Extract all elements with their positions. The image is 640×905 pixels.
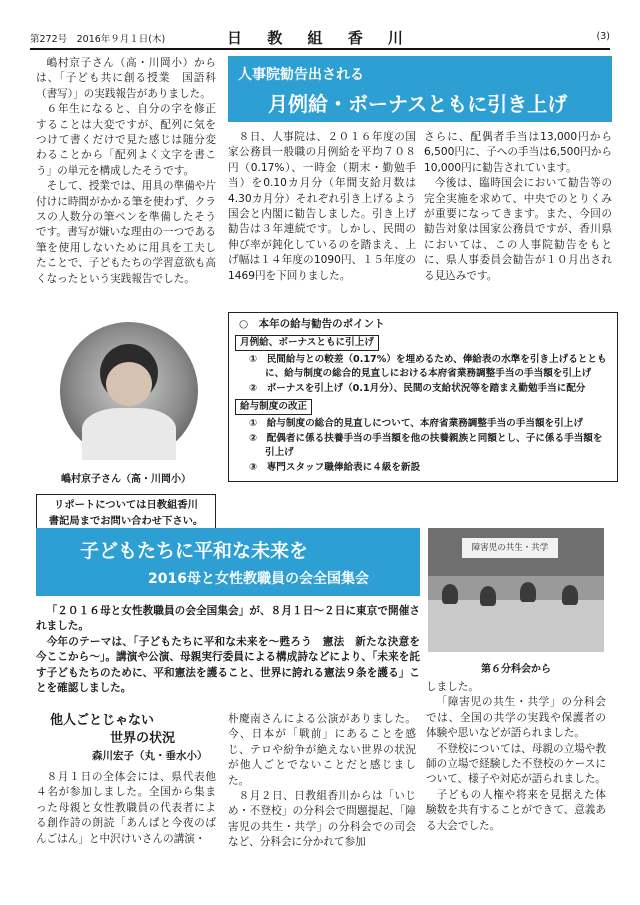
points-title: ○ 本年の給与勧告のポイント bbox=[239, 318, 385, 330]
peace-col-1 bbox=[36, 770, 216, 847]
portrait-caption: 嶋村京子さん（高・川岡小） bbox=[61, 474, 191, 485]
left-paragraph-1: 嶋村京子さん（高・川岡小）からは、「子ども共に創る授業 国語科（書写）」の実践報告がありました。 bbox=[36, 57, 216, 100]
peace-banner bbox=[36, 528, 420, 596]
left-paragraph-2: ６年生になると、自分の字を修正することは大変ですが、配列に気をつけて書くだけで見た感じは随分変わることから「配列よく文字を書こう」の単元を構成したそうです。 bbox=[36, 103, 216, 177]
photo-person-3 bbox=[520, 582, 536, 602]
peace-col-3-text-c: 不登校については、母親の立場や教師の立場で経験した不登校のケースについて、様子や対応が語られました。 bbox=[426, 742, 606, 786]
conference-photo-caption: 第６分科会から bbox=[481, 664, 551, 675]
salary-points-box bbox=[228, 312, 618, 482]
peace-col-2-text-a: 朴慶南さんによる公演がありました。今、日本が「戦前」にあることを感じ、テロや紛争が絶えない世界の状況が他人ごとでないことだと感じました。 bbox=[228, 713, 416, 787]
contact-note-line-1: リポートについては日教組香川 bbox=[54, 499, 198, 511]
newspaper-title: 日 教 組 香 川 bbox=[227, 29, 413, 47]
photo-sign: 障害児の共生・共学 bbox=[462, 538, 558, 558]
peace-col-1-text: ８月１日の全体会には、県代表他４名が参加しました。全国から集まった母親と女性教職員の代表者による創作詩の朗読「あんぱと今夜のばんごはん」と中沢けいさんの講演・ bbox=[36, 771, 216, 845]
photo-person-4 bbox=[562, 585, 578, 605]
peace-col-3-text-b: 「障害児の共生・共学」の分科会では、全国の共学の実践や保護者の体験や思いなどが語られました。 bbox=[426, 696, 606, 740]
hr-col-1-text: ８日、人事院は、２０１６年度の国家公務員一般職の月例給を平均７０８円（0.17%）、一時金（期末・勤勉手当）を0.10カ月分（年間支給月数は4.30カ月分）それぞれ引き上げるよう国会と内閣に勧告しました。引き上げ勧告は３年連続です。しかし、民間の伸び率が鈍化しているのを踏まえ、上げ幅は１４年度の1090円、１５年度の1469円を下回りました。 bbox=[228, 131, 416, 282]
points-tag-2: 給与制度の改正 bbox=[235, 399, 312, 415]
conference-photo bbox=[428, 528, 604, 652]
issue-info: 第272号 2016年９月１日(木) bbox=[30, 34, 166, 45]
points-tag-1: 月例給、ボーナスともに引上げ bbox=[235, 335, 379, 351]
peace-subhead-line-2: 世界の状況 bbox=[110, 731, 176, 746]
page-header bbox=[30, 26, 610, 50]
photo-person-2 bbox=[480, 586, 496, 606]
points-item-1-1: ① 民間給与との較差（0.17%）を埋めるため、俸給表の水準を引き上げるとともに、給与制度の総合的見直しにおける本府省業務調整手当の手当額を引上げ bbox=[249, 353, 607, 379]
hr-col-2-text-a: さらに、配偶者手当は13,000円から6,500円に、子への手当は6,500円から10,000円に勧告されています。 bbox=[424, 131, 612, 174]
hr-col-2 bbox=[424, 130, 612, 284]
portrait-body bbox=[82, 408, 176, 460]
peace-intro bbox=[36, 604, 420, 696]
points-item-2-2: ② 配偶者に係る扶養手当の手当額を他の扶養親族と同額とし、子に係る手当額を引上げ bbox=[249, 432, 603, 458]
peace-author: 森川宏子（丸・垂水小） bbox=[92, 750, 208, 762]
points-item-1-2: ② ボーナスを引上げ（0.1月分）、民間の支給状況等を踏まえ勤勉手当に配分 bbox=[249, 382, 586, 394]
peace-banner-line-2: 2016母と女性教職員の会全国集会 bbox=[148, 571, 369, 587]
hr-banner-line-2: 月例給・ボーナスともに引き上げ bbox=[268, 92, 568, 116]
photo-tables bbox=[428, 600, 604, 652]
hr-col-1 bbox=[228, 130, 416, 284]
portrait-photo bbox=[60, 322, 198, 460]
hr-banner bbox=[228, 56, 612, 122]
points-item-2-3: ③ 専門スタッフ職俸給表に４級を新設 bbox=[249, 461, 421, 473]
peace-col-2 bbox=[228, 712, 416, 851]
peace-intro-2: 今年のテーマは、「子どもたちに平和な未来を〜甦ろう 憲法 新たな決意を今ここから〜」。講演や公演、母親実行委員による構成詩などにより、「未来を託す子どもたちのために、平和憲法を護ること、世界に誇れる憲法９条を護る」ことを確認しました。 bbox=[36, 635, 420, 695]
hr-banner-line-1: 人事院勧告出される bbox=[238, 67, 364, 83]
photo-person-1 bbox=[442, 584, 458, 604]
peace-banner-line-1: 子どもたちに平和な未来を bbox=[80, 540, 309, 562]
left-paragraph-3: そして、授業では、用具の準備や片付けに時間がかかる筆を使わず、クラスの人数分の筆ペンを準備したそうです。書写が嫌いな理由の一つである筆を使用しないために用具を工夫したことで、子どもたちの学習意欲も高くなったという実践報告でした。 bbox=[36, 180, 216, 285]
hr-col-2-text-b: 今後は、臨時国会において勧告等の完全実施を求めて、中央でのとりくみが重要になってきます。また、今回の勧告対象は国家公務員ですが、香川県においては、この人事院勧告をもとに、県人事委員会勧告が１０月出される見込みです。 bbox=[424, 177, 612, 282]
page-number: (3) bbox=[596, 31, 610, 42]
peace-intro-1: 「２０１６母と女性教職員の会全国集会」が、８月１日〜２日に東京で開催されました。 bbox=[36, 605, 420, 633]
points-item-2-1: ① 給与制度の総合的見直しについて、本府省業務調整手当の手当額を引上げ bbox=[249, 418, 583, 429]
contact-note bbox=[36, 494, 216, 532]
peace-subhead-line-1: 他人ごとじゃない bbox=[50, 713, 155, 728]
peace-subhead-block bbox=[36, 712, 216, 764]
left-article-text bbox=[36, 56, 216, 287]
peace-col-3-text-d: 子どもの人権や将来を見据えた体験数を共有することができて、意義ある大会でした。 bbox=[426, 788, 606, 832]
peace-col-2-text-b: ８月２日、日教組香川からは「いじめ・不登校」の分科会で問題提起、「障害児の共生・共学」の分科会での司会など、分科会に分かれて参加 bbox=[228, 790, 416, 849]
contact-note-line-2: 書記局までお問い合わせ下さい。 bbox=[48, 515, 204, 527]
peace-col-3 bbox=[426, 680, 606, 834]
peace-col-3-text-a: しました。 bbox=[426, 681, 479, 693]
portrait-face bbox=[106, 362, 152, 406]
